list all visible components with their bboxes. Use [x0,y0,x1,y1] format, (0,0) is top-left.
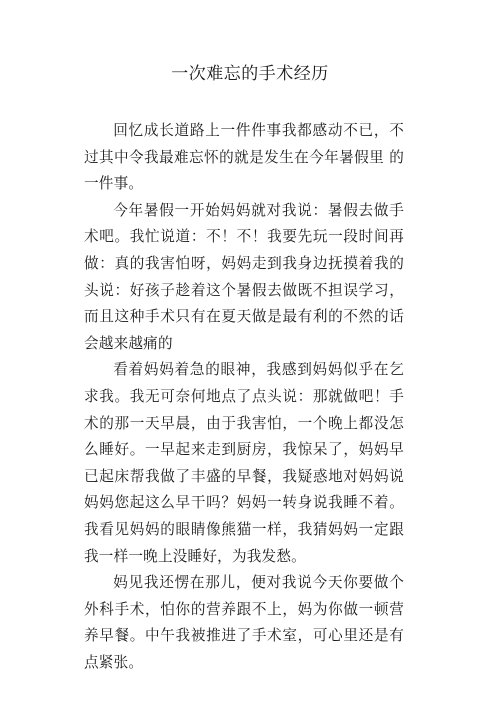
page-title: 一次难忘的手术经历 [171,64,329,84]
paragraph-2: 今年暑假一开始妈妈就对我说：暑假去做手 术吧。我忙说道：不！不！我要先玩一段时间再 做：真的我害怕呀，妈妈走到我身边抚摸着我的 头说：好孩子趁着这个暑假去做既不担误学习， 而且这种手术只有在夏天做是最有利的不然的话 会越来越痛的 [84,201,404,352]
paragraph-1: 回忆成长道路上一件件事我都感动不已，不 过其中令我最难忘怀的就是发生在今年暑假里 的一件事。 [84,122,404,193]
paragraph-3: 看着妈妈着急的眼神，我感到妈妈似乎在乞 求我。我无可奈何地点了点头说：那就做吧！手 术的那一天早晨，由于我害怕，一个晚上都没怎 么睡好。一早起来走到厨房，我惊呆了，妈妈早 已起床帮我做了丰盛的早餐，我疑惑地对妈妈说 妈妈您起这么早干吗？妈妈一转身说我睡不着。 我看见妈妈的眼睛像熊猫一样，我猜妈妈一定跟 我一样一晚上没睡好，为我发愁。 [84,361,404,565]
paragraph-4: 妈见我还愣在那儿，便对我说今天你要做个 外科手术，怕你的营养跟不上，妈为你做一顿营 养早餐。中午我被推进了手术室，可心里还是有 点紧张。 [84,574,404,671]
document-body [84,118,404,676]
